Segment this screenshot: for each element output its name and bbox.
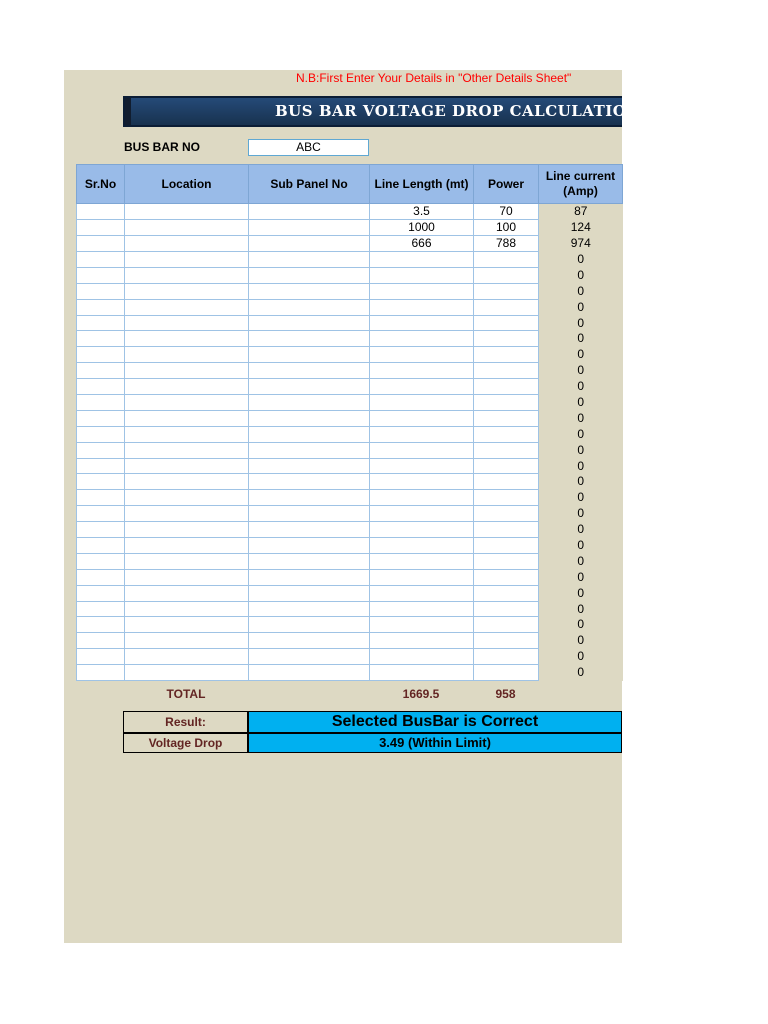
cell-line-current: 0 bbox=[539, 569, 623, 585]
cell-location[interactable] bbox=[125, 252, 249, 268]
cell-sr-no[interactable] bbox=[77, 601, 125, 617]
cell-line-length[interactable] bbox=[370, 490, 474, 506]
title-banner bbox=[123, 96, 641, 127]
cell-location[interactable] bbox=[125, 522, 249, 538]
cell-line-length[interactable] bbox=[370, 553, 474, 569]
table-row bbox=[77, 426, 623, 442]
total-label: TOTAL bbox=[166, 687, 206, 701]
cell-location[interactable] bbox=[125, 395, 249, 411]
cell-power[interactable] bbox=[474, 649, 539, 665]
cell-line-current: 0 bbox=[539, 283, 623, 299]
cell-sub-panel-no[interactable] bbox=[249, 474, 370, 490]
table-row bbox=[77, 363, 623, 379]
table-row bbox=[77, 410, 623, 426]
cell-line-current: 0 bbox=[539, 410, 623, 426]
cell-line-length[interactable] bbox=[370, 458, 474, 474]
cell-power[interactable] bbox=[474, 410, 539, 426]
cell-location[interactable] bbox=[125, 236, 249, 252]
table-row bbox=[77, 553, 623, 569]
cell-line-current: 0 bbox=[539, 490, 623, 506]
cell-power[interactable] bbox=[474, 633, 539, 649]
table-row bbox=[77, 220, 623, 236]
table-row bbox=[77, 283, 623, 299]
cell-line-current: 0 bbox=[539, 633, 623, 649]
table-row bbox=[77, 585, 623, 601]
cell-location[interactable] bbox=[125, 347, 249, 363]
table-row bbox=[77, 395, 623, 411]
cell-power[interactable] bbox=[474, 569, 539, 585]
table-row bbox=[77, 601, 623, 617]
cell-sr-no[interactable] bbox=[77, 347, 125, 363]
cell-sub-panel-no[interactable] bbox=[249, 617, 370, 633]
cell-location[interactable] bbox=[125, 410, 249, 426]
cell-sub-panel-no[interactable] bbox=[249, 347, 370, 363]
cell-sub-panel-no[interactable] bbox=[249, 665, 370, 681]
cell-line-current: 0 bbox=[539, 442, 623, 458]
cell-sr-no[interactable] bbox=[77, 410, 125, 426]
cell-line-current: 0 bbox=[539, 395, 623, 411]
cell-power[interactable] bbox=[474, 490, 539, 506]
cell-line-current: 0 bbox=[539, 538, 623, 554]
header-location: Location bbox=[125, 165, 249, 204]
table-row bbox=[77, 299, 623, 315]
table-row bbox=[77, 315, 623, 331]
cell-location[interactable] bbox=[125, 363, 249, 379]
cell-sr-no[interactable] bbox=[77, 490, 125, 506]
header-power: Power bbox=[474, 165, 539, 204]
table-header-row bbox=[77, 165, 623, 204]
table-row bbox=[77, 506, 623, 522]
cell-sr-no[interactable] bbox=[77, 379, 125, 395]
cell-power[interactable] bbox=[474, 506, 539, 522]
cell-location[interactable] bbox=[125, 220, 249, 236]
cell-power[interactable] bbox=[474, 379, 539, 395]
cell-sr-no[interactable] bbox=[77, 283, 125, 299]
cell-power[interactable]: 788 bbox=[474, 236, 539, 252]
cell-sr-no[interactable] bbox=[77, 426, 125, 442]
cell-line-current: 0 bbox=[539, 363, 623, 379]
table-row bbox=[77, 665, 623, 681]
cell-power[interactable] bbox=[474, 299, 539, 315]
result-value: Selected BusBar is Correct bbox=[248, 711, 622, 733]
cell-line-current: 0 bbox=[539, 347, 623, 363]
cell-location[interactable] bbox=[125, 633, 249, 649]
cell-sr-no[interactable] bbox=[77, 633, 125, 649]
cell-line-length[interactable] bbox=[370, 299, 474, 315]
cell-line-length[interactable] bbox=[370, 379, 474, 395]
cell-sub-panel-no[interactable] bbox=[249, 458, 370, 474]
cell-sub-panel-no[interactable] bbox=[249, 601, 370, 617]
cell-location[interactable] bbox=[125, 585, 249, 601]
cell-sr-no[interactable] bbox=[77, 458, 125, 474]
cell-line-length[interactable] bbox=[370, 665, 474, 681]
table-row bbox=[77, 331, 623, 347]
header-sr-no: Sr.No bbox=[77, 165, 125, 204]
cell-power[interactable] bbox=[474, 553, 539, 569]
cell-sr-no[interactable] bbox=[77, 474, 125, 490]
cell-sub-panel-no[interactable] bbox=[249, 379, 370, 395]
cell-line-length[interactable] bbox=[370, 347, 474, 363]
cell-sr-no[interactable] bbox=[77, 395, 125, 411]
cell-line-current: 0 bbox=[539, 553, 623, 569]
cell-location[interactable] bbox=[125, 617, 249, 633]
cell-location[interactable] bbox=[125, 267, 249, 283]
table-row bbox=[77, 617, 623, 633]
cell-location[interactable] bbox=[125, 649, 249, 665]
cell-line-current: 0 bbox=[539, 665, 623, 681]
cell-sub-panel-no[interactable] bbox=[249, 410, 370, 426]
table-row bbox=[77, 267, 623, 283]
cell-line-length[interactable] bbox=[370, 633, 474, 649]
header-line-length: Line Length (mt) bbox=[370, 165, 474, 204]
cell-line-length[interactable] bbox=[370, 522, 474, 538]
cell-power[interactable] bbox=[474, 252, 539, 268]
cell-line-length[interactable] bbox=[370, 474, 474, 490]
cell-line-current: 0 bbox=[539, 315, 623, 331]
cell-line-length[interactable]: 1000 bbox=[370, 220, 474, 236]
cell-sr-no[interactable] bbox=[77, 236, 125, 252]
cell-line-length[interactable] bbox=[370, 410, 474, 426]
voltage-drop-value: 3.49 (Within Limit) bbox=[248, 733, 622, 753]
table-row bbox=[77, 474, 623, 490]
cell-line-current: 124 bbox=[539, 220, 623, 236]
cell-location[interactable] bbox=[125, 426, 249, 442]
cell-power[interactable] bbox=[474, 426, 539, 442]
cell-sr-no[interactable] bbox=[77, 220, 125, 236]
table-row bbox=[77, 522, 623, 538]
busbar-no-input[interactable]: ABC bbox=[248, 139, 369, 156]
cell-sub-panel-no[interactable] bbox=[249, 331, 370, 347]
header-line-current: Line current (Amp) bbox=[539, 165, 623, 204]
cell-location[interactable] bbox=[125, 315, 249, 331]
table-row bbox=[77, 569, 623, 585]
cell-sub-panel-no[interactable] bbox=[249, 236, 370, 252]
cell-power[interactable] bbox=[474, 474, 539, 490]
cell-line-length[interactable] bbox=[370, 601, 474, 617]
cell-location[interactable] bbox=[125, 601, 249, 617]
cell-sub-panel-no[interactable] bbox=[249, 649, 370, 665]
table-row bbox=[77, 252, 623, 268]
cell-line-current: 0 bbox=[539, 379, 623, 395]
cell-sr-no[interactable] bbox=[77, 442, 125, 458]
cell-line-current: 0 bbox=[539, 474, 623, 490]
cell-line-current: 0 bbox=[539, 299, 623, 315]
cell-line-current: 974 bbox=[539, 236, 623, 252]
cell-sr-no[interactable] bbox=[77, 569, 125, 585]
cell-line-length[interactable] bbox=[370, 585, 474, 601]
cell-power[interactable] bbox=[474, 458, 539, 474]
page-title: BUS BAR VOLTAGE DROP CALCULATION bbox=[275, 102, 641, 120]
cell-power[interactable] bbox=[474, 395, 539, 411]
cell-power[interactable] bbox=[474, 315, 539, 331]
cell-sub-panel-no[interactable] bbox=[249, 283, 370, 299]
cell-sub-panel-no[interactable] bbox=[249, 553, 370, 569]
cell-sub-panel-no[interactable] bbox=[249, 395, 370, 411]
cell-power[interactable] bbox=[474, 522, 539, 538]
cell-line-current: 0 bbox=[539, 585, 623, 601]
table-row bbox=[77, 236, 623, 252]
cell-sr-no[interactable] bbox=[77, 665, 125, 681]
cell-power[interactable] bbox=[474, 617, 539, 633]
cell-sr-no[interactable] bbox=[77, 538, 125, 554]
cell-location[interactable] bbox=[125, 283, 249, 299]
cell-sub-panel-no[interactable] bbox=[249, 490, 370, 506]
cell-power[interactable] bbox=[474, 347, 539, 363]
cell-sub-panel-no[interactable] bbox=[249, 442, 370, 458]
cell-line-length[interactable] bbox=[370, 506, 474, 522]
result-label: Result: bbox=[123, 711, 248, 733]
cell-line-length[interactable] bbox=[370, 538, 474, 554]
cell-line-current: 0 bbox=[539, 252, 623, 268]
cell-line-length[interactable] bbox=[370, 442, 474, 458]
cell-power[interactable] bbox=[474, 601, 539, 617]
cell-location[interactable] bbox=[125, 331, 249, 347]
table-row bbox=[77, 649, 623, 665]
cell-line-current: 0 bbox=[539, 458, 623, 474]
cell-sub-panel-no[interactable] bbox=[249, 204, 370, 220]
load-table bbox=[76, 164, 623, 681]
cell-location[interactable] bbox=[125, 490, 249, 506]
table-body bbox=[77, 204, 623, 681]
cell-line-length[interactable]: 666 bbox=[370, 236, 474, 252]
cell-sub-panel-no[interactable] bbox=[249, 426, 370, 442]
cell-power[interactable] bbox=[474, 585, 539, 601]
cell-line-length[interactable] bbox=[370, 267, 474, 283]
cell-sub-panel-no[interactable] bbox=[249, 363, 370, 379]
cell-location[interactable] bbox=[125, 569, 249, 585]
cell-sr-no[interactable] bbox=[77, 252, 125, 268]
cell-location[interactable] bbox=[125, 204, 249, 220]
cell-line-length[interactable] bbox=[370, 649, 474, 665]
cell-location[interactable] bbox=[125, 458, 249, 474]
cell-line-current: 0 bbox=[539, 426, 623, 442]
cell-power[interactable] bbox=[474, 267, 539, 283]
table-row bbox=[77, 490, 623, 506]
table-row bbox=[77, 204, 623, 220]
cell-line-current: 0 bbox=[539, 649, 623, 665]
table-row bbox=[77, 442, 623, 458]
cell-power[interactable] bbox=[474, 331, 539, 347]
cell-line-current: 87 bbox=[539, 204, 623, 220]
cell-sub-panel-no[interactable] bbox=[249, 633, 370, 649]
table-row bbox=[77, 379, 623, 395]
cell-location[interactable] bbox=[125, 665, 249, 681]
cell-sub-panel-no[interactable] bbox=[249, 315, 370, 331]
cell-location[interactable] bbox=[125, 553, 249, 569]
cell-location[interactable] bbox=[125, 442, 249, 458]
cell-sr-no[interactable] bbox=[77, 649, 125, 665]
cell-line-current: 0 bbox=[539, 331, 623, 347]
cell-sub-panel-no[interactable] bbox=[249, 569, 370, 585]
cell-line-length[interactable] bbox=[370, 315, 474, 331]
table-row bbox=[77, 347, 623, 363]
cell-sub-panel-no[interactable] bbox=[249, 522, 370, 538]
cell-sr-no[interactable] bbox=[77, 315, 125, 331]
cell-power[interactable] bbox=[474, 665, 539, 681]
total-line-length: 1669.5 bbox=[402, 687, 440, 701]
cell-line-current: 0 bbox=[539, 506, 623, 522]
cell-sr-no[interactable] bbox=[77, 506, 125, 522]
cell-line-length[interactable]: 3.5 bbox=[370, 204, 474, 220]
cell-line-length[interactable] bbox=[370, 363, 474, 379]
instruction-note: N.B:First Enter Your Details in "Other Details Sheet" bbox=[296, 71, 572, 85]
cell-sub-panel-no[interactable] bbox=[249, 299, 370, 315]
cell-location[interactable] bbox=[125, 379, 249, 395]
cell-line-length[interactable] bbox=[370, 283, 474, 299]
cell-location[interactable] bbox=[125, 538, 249, 554]
cell-line-current: 0 bbox=[539, 522, 623, 538]
cell-line-length[interactable] bbox=[370, 569, 474, 585]
cell-sr-no[interactable] bbox=[77, 299, 125, 315]
busbar-no-label: BUS BAR NO bbox=[124, 140, 201, 154]
table-row bbox=[77, 458, 623, 474]
cell-power[interactable] bbox=[474, 442, 539, 458]
cell-sub-panel-no[interactable] bbox=[249, 538, 370, 554]
cell-power[interactable]: 100 bbox=[474, 220, 539, 236]
cell-power[interactable] bbox=[474, 538, 539, 554]
cell-sr-no[interactable] bbox=[77, 617, 125, 633]
cell-location[interactable] bbox=[125, 299, 249, 315]
cell-line-length[interactable] bbox=[370, 426, 474, 442]
cell-sr-no[interactable] bbox=[77, 553, 125, 569]
voltage-drop-label: Voltage Drop bbox=[123, 733, 248, 753]
cell-location[interactable] bbox=[125, 474, 249, 490]
cell-location[interactable] bbox=[125, 506, 249, 522]
cell-sr-no[interactable] bbox=[77, 204, 125, 220]
cell-sr-no[interactable] bbox=[77, 363, 125, 379]
cell-sub-panel-no[interactable] bbox=[249, 220, 370, 236]
cell-line-current: 0 bbox=[539, 617, 623, 633]
cell-power[interactable] bbox=[474, 363, 539, 379]
cell-sub-panel-no[interactable] bbox=[249, 252, 370, 268]
cell-sr-no[interactable] bbox=[77, 267, 125, 283]
cell-line-length[interactable] bbox=[370, 252, 474, 268]
cell-line-length[interactable] bbox=[370, 331, 474, 347]
cell-power[interactable] bbox=[474, 283, 539, 299]
header-sub-panel-no: Sub Panel No bbox=[249, 165, 370, 204]
cell-line-current: 0 bbox=[539, 601, 623, 617]
table-row bbox=[77, 633, 623, 649]
cell-line-current: 0 bbox=[539, 267, 623, 283]
table-row bbox=[77, 538, 623, 554]
cell-sub-panel-no[interactable] bbox=[249, 585, 370, 601]
cell-sub-panel-no[interactable] bbox=[249, 267, 370, 283]
cell-sub-panel-no[interactable] bbox=[249, 506, 370, 522]
cell-power[interactable]: 70 bbox=[474, 204, 539, 220]
cell-sr-no[interactable] bbox=[77, 331, 125, 347]
cell-sr-no[interactable] bbox=[77, 585, 125, 601]
cell-line-length[interactable] bbox=[370, 395, 474, 411]
cell-sr-no[interactable] bbox=[77, 522, 125, 538]
cell-line-length[interactable] bbox=[370, 617, 474, 633]
total-power: 958 bbox=[495, 687, 516, 701]
